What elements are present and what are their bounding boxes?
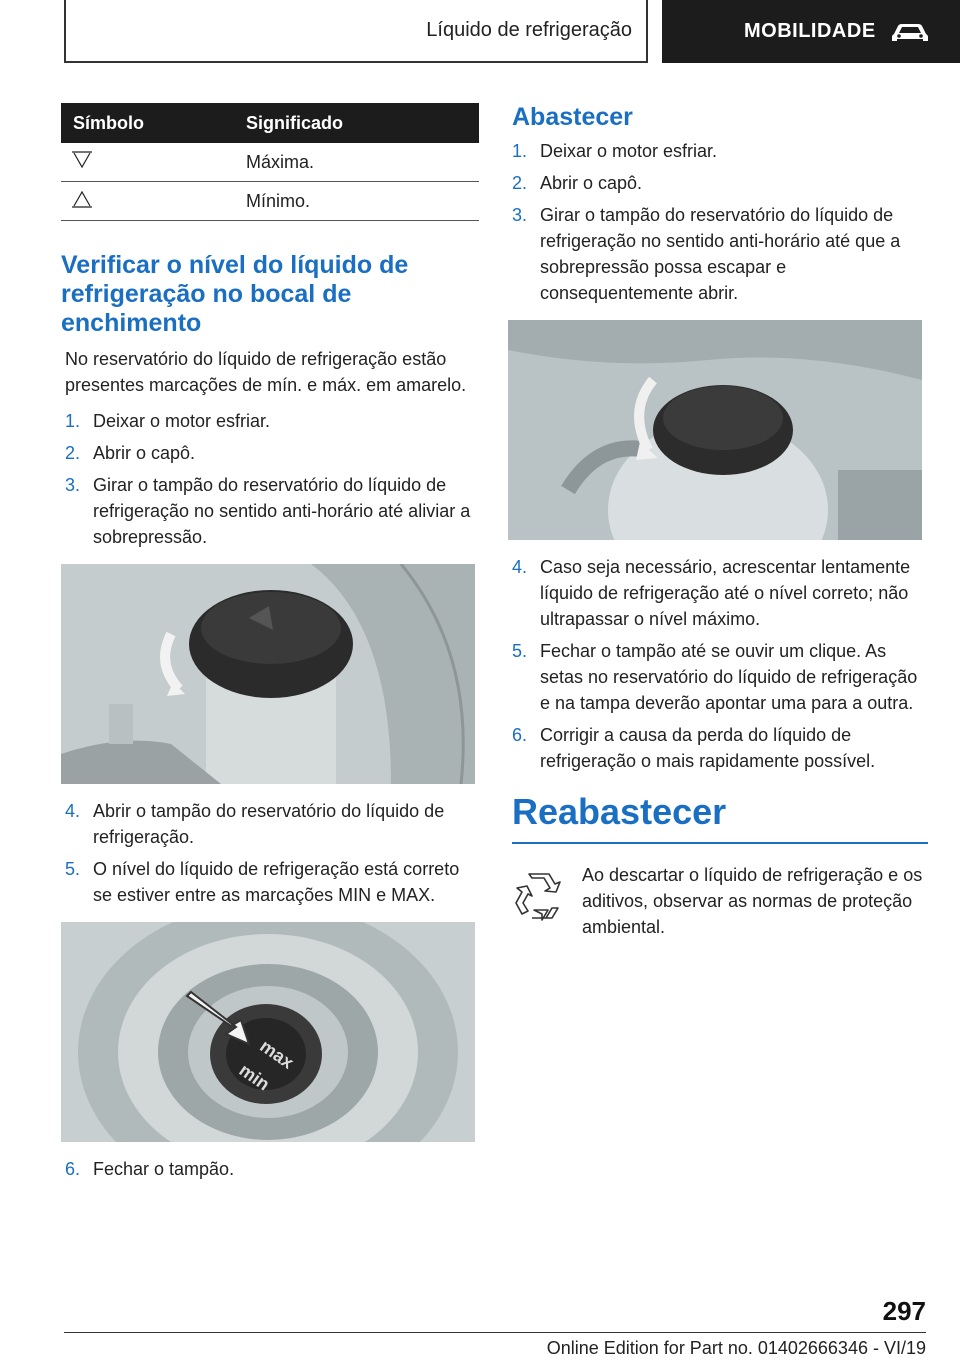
list-item: 1. Deixar o motor esfriar. xyxy=(512,141,718,161)
fill-heading: Abastecer xyxy=(512,103,633,131)
symbol-meaning: Mínimo. xyxy=(246,182,479,221)
recycle-icon xyxy=(512,870,564,922)
cap-closed-photo xyxy=(61,564,475,784)
list-item: 5. Fechar o tampão até se ouvir um clique. As setas no reservatório do líquido de refrigeração e na tampa deverão apontar uma para a outra. xyxy=(512,641,918,713)
list-item: 1. Deixar o motor esfriar. xyxy=(65,411,271,431)
list-item: 5. O nível do líquido de refrigeração está correto se estiver entre as marcações MIN e MAX. xyxy=(65,859,460,905)
list-item: 6. Fechar o tampão. xyxy=(65,1159,235,1179)
fill-steps-b xyxy=(508,554,928,774)
symbol-table xyxy=(61,103,479,221)
environment-note-text: Ao descartar o líquido de refrigeração e os aditivos, observar as normas de proteção ambiental. xyxy=(582,865,923,937)
header-chapter xyxy=(662,0,960,63)
check-level-heading: Verificar o nível do líquido de refrigeração no bocal de enchimento xyxy=(61,251,409,337)
right-column xyxy=(508,103,928,940)
fill-steps-a xyxy=(508,138,928,306)
list-item: 2. Abrir o capô. xyxy=(65,443,196,463)
check-level-intro: No reservatório do líquido de refrigeração estão presentes marcações de mín. e máx. em amarelo. xyxy=(65,349,467,395)
filler-neck-photo xyxy=(61,922,475,1142)
table-header-meaning: Significado xyxy=(246,103,479,143)
reservoir-cap-photo xyxy=(508,320,922,540)
min-label: min xyxy=(235,1059,274,1095)
list-item: 3. Girar o tampão do reservatório do líquido de refrigeração no sentido anti-horário até que a sobrepressão possa escapar e consequentemente abrir. xyxy=(512,205,901,303)
check-steps-c xyxy=(61,1156,479,1182)
max-triangle-down-icon xyxy=(71,150,93,170)
footer-divider xyxy=(64,1332,926,1333)
check-steps-b xyxy=(61,798,479,908)
edition-footer: Online Edition for Part no. 01402666346 - VI/19 xyxy=(546,1338,926,1358)
table-header-symbol: Símbolo xyxy=(61,103,246,143)
page-number: 297 xyxy=(882,1296,926,1326)
list-item: 4. Abrir o tampão do reservatório do líquido de refrigeração. xyxy=(65,801,445,847)
list-item: 4. Caso seja necessário, acrescentar lentamente líquido de refrigeração até o nível correto; não ultrapassar o nível máximo. xyxy=(512,557,911,629)
table-row xyxy=(61,143,479,182)
symbol-meaning: Máxima. xyxy=(246,143,479,182)
section-title: Líquido de refrigeração xyxy=(426,19,632,41)
refill-heading: Reabastecer xyxy=(512,792,928,844)
environment-note xyxy=(508,862,928,940)
header-section-title xyxy=(64,0,648,63)
list-item: 3. Girar o tampão do reservatório do líquido de refrigeração no sentido anti-horário até aliviar a sobrepressão. xyxy=(65,475,471,547)
car-icon xyxy=(890,20,930,44)
min-triangle-up-icon xyxy=(71,189,93,209)
max-label: max xyxy=(256,1035,298,1073)
list-item: 2. Abrir o capô. xyxy=(512,173,643,193)
chapter-title: MOBILIDADE xyxy=(744,20,876,42)
left-column xyxy=(61,103,479,1188)
table-row xyxy=(61,182,479,221)
list-item: 6. Corrigir a causa da perda do líquido de refrigeração o mais rapidamente possível. xyxy=(512,725,876,771)
check-steps-a xyxy=(61,408,479,550)
